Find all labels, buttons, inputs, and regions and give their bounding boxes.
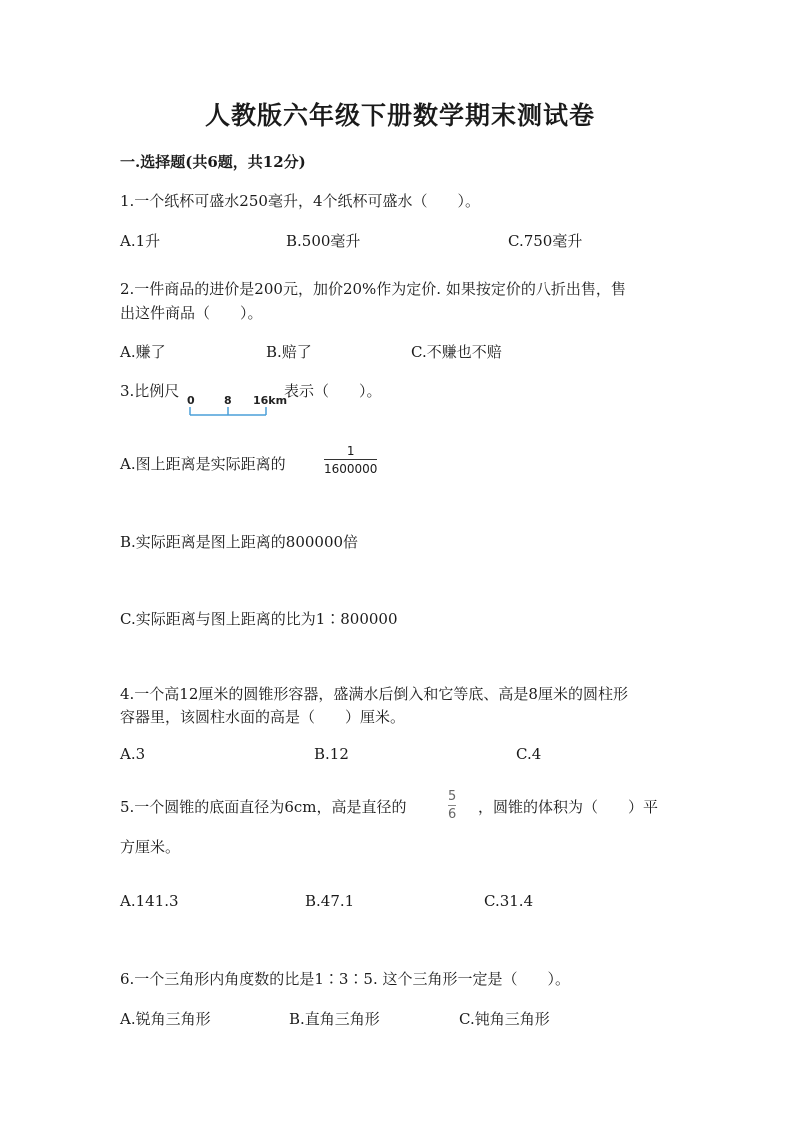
- fraction-denominator: 1600000: [324, 462, 378, 476]
- page-title: 人教版六年级下册数学期末测试卷: [204, 101, 595, 130]
- q4-option-b: B.12: [314, 745, 349, 763]
- question-2-line-1: 2.一件商品的进价是200元，加价20%作为定价. 如果按定价的八折出售，售: [120, 280, 626, 298]
- scale-label-16km: 16km: [253, 394, 288, 407]
- section-heading: 一.选择题(共6题，共12分): [120, 153, 306, 171]
- scale-bar-figure: [186, 394, 286, 416]
- scale-label-8: 8: [224, 394, 232, 407]
- q2-option-c: C.不赚也不赔: [411, 343, 502, 361]
- fraction-numerator: 1: [346, 444, 355, 458]
- question-6: 6.一个三角形内角度数的比是1∶3∶5. 这个三角形一定是（ ）。: [120, 970, 570, 988]
- fraction-bar: [324, 459, 377, 460]
- fraction-denominator: 6: [448, 807, 457, 822]
- q3-option-c: C.实际距离与图上距离的比为1∶800000: [120, 610, 398, 628]
- q3-option-a-text: A.图上距离是实际距离的: [120, 455, 286, 473]
- q1-option-a: A.1升: [120, 232, 161, 250]
- question-1: 1.一个纸杯可盛水250毫升，4个纸杯可盛水（ ）。: [120, 192, 480, 210]
- question-4-line-1: 4.一个高12厘米的圆锥形容器，盛满水后倒入和它等底、高是8厘米的圆柱形: [120, 685, 628, 703]
- q5-option-c: C.31.4: [484, 892, 534, 910]
- fraction-numerator: 5: [448, 789, 457, 804]
- q5-fraction: [448, 790, 456, 822]
- q6-option-b: B.直角三角形: [289, 1010, 380, 1028]
- q4-option-a: A.3: [120, 745, 146, 763]
- q4-option-c: C.4: [516, 745, 542, 763]
- q6-option-c: C.钝角三角形: [459, 1010, 550, 1028]
- q6-option-a: A.锐角三角形: [120, 1010, 211, 1028]
- question-5-prefix: 5.一个圆锥的底面直径为6cm，高是直径的: [120, 798, 407, 816]
- scale-bar-line: [186, 406, 286, 418]
- q1-option-c: C.750毫升: [508, 232, 583, 250]
- q3-option-b: B.实际距离是图上距离的800000倍: [120, 533, 359, 551]
- q1-option-b: B.500毫升: [286, 232, 361, 250]
- fraction-bar: [448, 805, 456, 806]
- question-5-suffix: ，圆锥的体积为（ ）平: [478, 798, 659, 816]
- question-5-line-2: 方厘米。: [120, 838, 181, 856]
- question-4-line-2: 容器里，该圆柱水面的高是（ ）厘米。: [120, 708, 406, 726]
- question-2-line-2: 出这件商品（ ）。: [120, 304, 263, 322]
- q2-option-a: A.赚了: [120, 343, 166, 361]
- q5-option-b: B.47.1: [305, 892, 355, 910]
- question-3-prefix: 3.比例尺: [120, 382, 180, 400]
- scale-label-0: 0: [187, 394, 195, 407]
- q2-option-b: B.赔了: [266, 343, 312, 361]
- q3-option-a-fraction: [324, 444, 377, 476]
- question-3-suffix: 表示（ ）。: [284, 382, 382, 400]
- q5-option-a: A.141.3: [120, 892, 179, 910]
